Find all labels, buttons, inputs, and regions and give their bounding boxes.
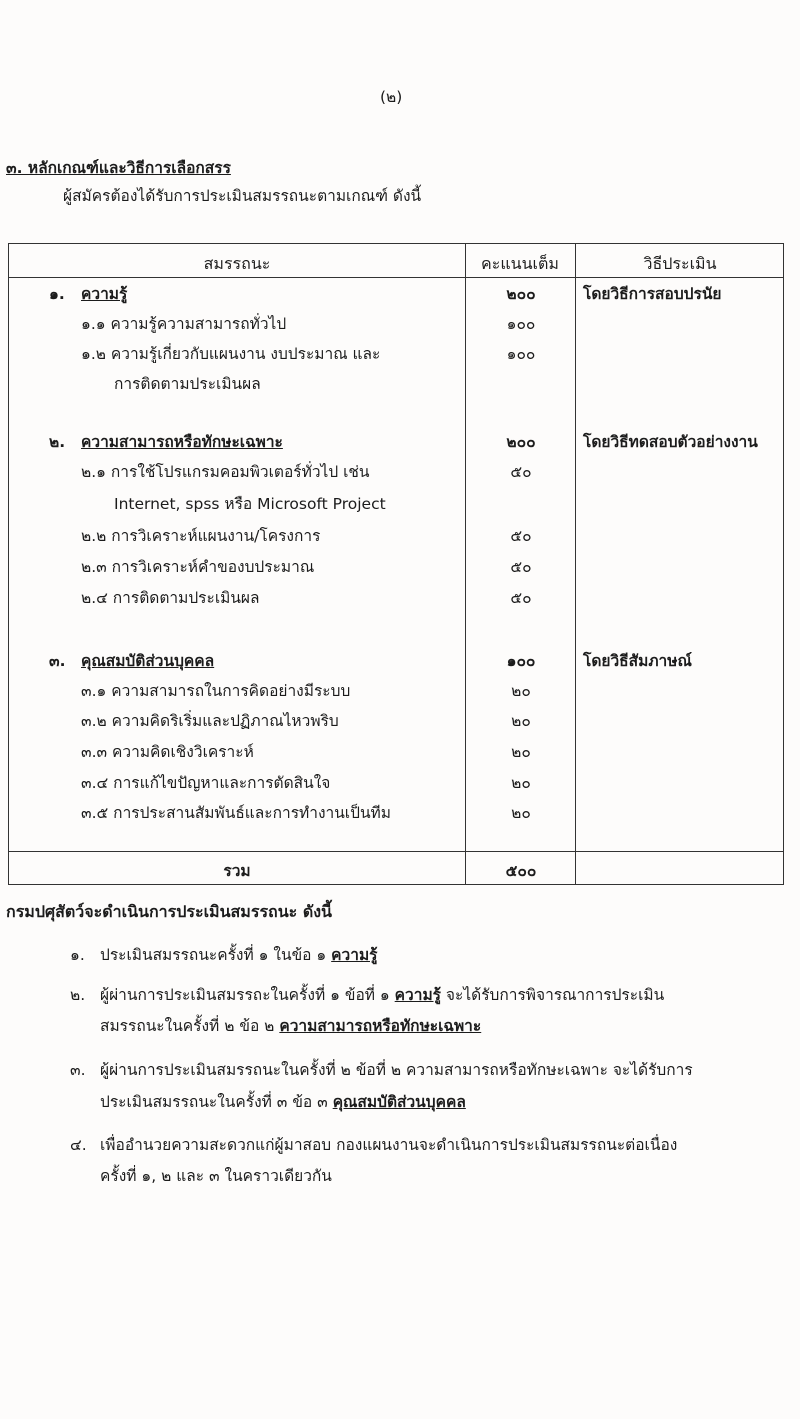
table-item: ๑.๑ ความรู้ความสามารถทั่วไป — [81, 315, 287, 333]
item-score: ๕๐ — [510, 589, 532, 607]
table-item: ๒.๑ การใช้โปรแกรมคอมพิวเตอร์ทั่วไป เช่น — [81, 463, 370, 481]
step-line — [100, 1060, 693, 1080]
group-number: ๒. — [49, 433, 66, 451]
group-title: ความรู้ — [81, 285, 128, 303]
group-title: คุณสมบัติส่วนบุคคล — [81, 652, 215, 670]
total-label: รวม — [223, 862, 251, 880]
section-title: ๓. หลักเกณฑ์และวิธีการเลือกสรร — [6, 159, 231, 177]
table-item: ๒.๓ การวิเคราะห์คำของบประมาณ — [81, 558, 315, 576]
item-score: ๒๐ — [511, 682, 531, 700]
step-text: ผู้ผ่านการประเมินสมรรถะในครั้งที่ ๑ ข้อที่ ๑ — [100, 986, 395, 1004]
item-score: ๕๐ — [510, 463, 532, 481]
item-score: ๕๐ — [510, 527, 532, 545]
total-divider — [9, 851, 783, 852]
step-text: ประเมินสมรรถนะครั้งที่ ๑ ในข้อ ๑ — [100, 946, 332, 964]
group-score: ๒๐๐ — [506, 433, 536, 451]
header-competency: สมรรถนะ — [203, 254, 271, 273]
group-title: ความสามารถหรือทักษะเฉพาะ — [81, 433, 283, 451]
process-heading: กรมปศุสัตว์จะดำเนินการประเมินสมรรถนะ ดังนี้ — [6, 902, 332, 921]
table-item: ๓.๒ ความคิดริเริ่มและปฏิภาณไหวพริบ — [81, 712, 339, 730]
step-line — [100, 985, 664, 1005]
competency-table — [8, 243, 784, 885]
step-line — [100, 1092, 466, 1112]
header-method: วิธีประเมิน — [643, 254, 717, 273]
group-method: โดยวิธีสัมภาษณ์ — [583, 652, 692, 670]
step-text: ประเมินสมรรถนะในครั้งที่ ๓ ข้อ ๓ — [100, 1093, 333, 1111]
page-number: (๒) — [380, 88, 403, 106]
step-number: ๔. — [70, 1136, 87, 1154]
group-method: โดยวิธีทดสอบตัวอย่างงาน — [583, 433, 758, 451]
table-item: ๒.๒ การวิเคราะห์แผนงาน/โครงการ — [81, 527, 321, 545]
step-text: สมรรถนะในครั้งที่ ๒ ข้อ ๒ — [100, 1017, 280, 1035]
item-score: ๒๐ — [511, 743, 531, 761]
group-score: ๑๐๐ — [506, 652, 536, 670]
item-score: ๒๐ — [511, 804, 531, 822]
step-line — [100, 1166, 332, 1186]
step-emphasis: ความสามารถหรือทักษะเฉพาะ — [279, 1017, 482, 1035]
item-score: ๑๐๐ — [506, 315, 536, 333]
step-line — [100, 945, 378, 965]
header-divider — [9, 277, 783, 278]
step-emphasis: คุณสมบัติส่วนบุคคล — [332, 1093, 466, 1111]
table-item: ๓.๕ การประสานสัมพันธ์และการทำงานเป็นทีม — [81, 804, 391, 822]
step-text: จะได้รับการพิจารณาการประเมิน — [441, 986, 665, 1004]
header-score: คะแนนเต็ม — [481, 254, 559, 273]
table-item-continuation: การติดตามประเมินผล — [114, 375, 261, 393]
step-line — [100, 1135, 677, 1155]
table-item: ๒.๔ การติดตามประเมินผล — [81, 589, 260, 607]
step-line — [100, 1016, 481, 1036]
step-number: ๒. — [70, 986, 86, 1004]
step-emphasis: ความรู้ — [331, 946, 378, 964]
item-score: ๒๐ — [511, 774, 531, 792]
step-emphasis: ความรู้ — [394, 986, 441, 1004]
item-score: ๑๐๐ — [506, 345, 536, 363]
step-number: ๓. — [70, 1061, 86, 1079]
table-item: ๓.๓ ความคิดเชิงวิเคราะห์ — [81, 743, 254, 761]
group-score: ๒๐๐ — [506, 285, 536, 303]
item-score: ๒๐ — [511, 712, 531, 730]
item-score: ๕๐ — [510, 558, 532, 576]
table-item: ๓.๑ ความสามารถในการคิดอย่างมีระบบ — [81, 682, 351, 700]
table-item: ๑.๒ ความรู้เกี่ยวกับแผนงาน งบประมาณ และ — [81, 345, 381, 363]
step-text: ครั้งที่ ๑, ๒ และ ๓ ในคราวเดียวกัน — [100, 1167, 332, 1185]
table-item-continuation: Internet, spss หรือ Microsoft Project — [114, 495, 386, 513]
intro-text: ผู้สมัครต้องได้รับการประเมินสมรรถนะตามเกณฑ์ ดังนี้ — [63, 187, 422, 205]
table-item: ๓.๔ การแก้ไขปัญหาและการตัดสินใจ — [81, 774, 331, 792]
total-score: ๕๐๐ — [505, 862, 537, 880]
step-text: ผู้ผ่านการประเมินสมรรถนะในครั้งที่ ๒ ข้อที่ ๒ ความสามารถหรือทักษะเฉพาะ จะได้รับการ — [100, 1061, 693, 1079]
group-method: โดยวิธีการสอบปรนัย — [583, 285, 722, 303]
group-number: ๓. — [49, 652, 66, 670]
step-text: เพื่ออำนวยความสะดวกแก่ผู้มาสอบ กองแผนงานจะดำเนินการประเมินสมรรถนะต่อเนื่อง — [100, 1136, 678, 1154]
group-number: ๑. — [49, 285, 65, 303]
step-number: ๑. — [70, 946, 85, 964]
